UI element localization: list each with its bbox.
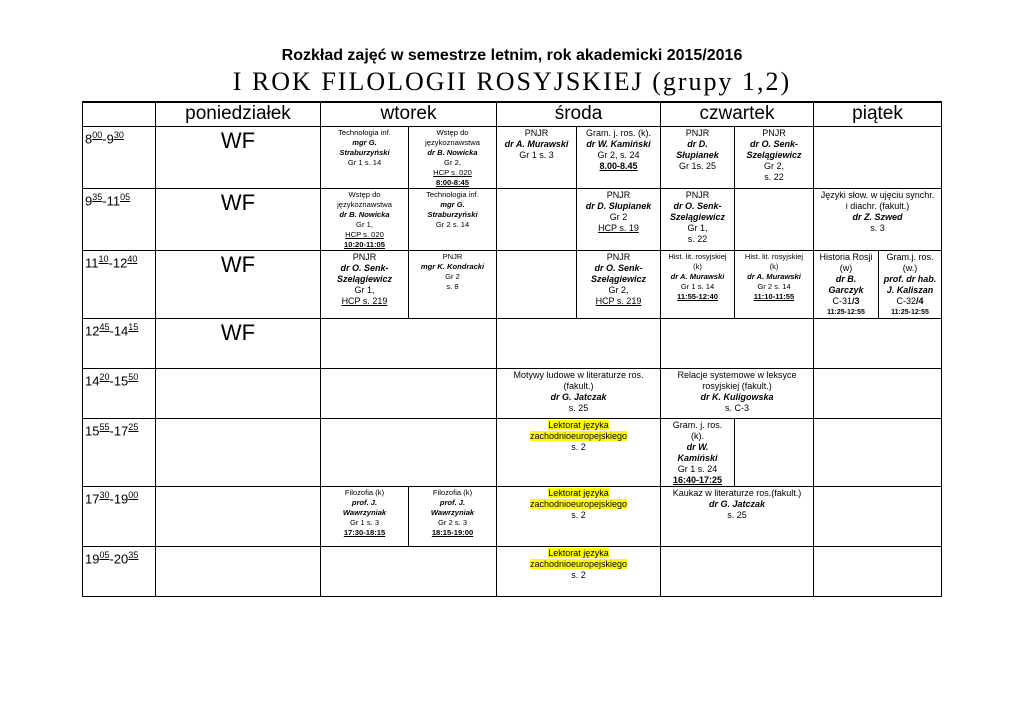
class-cell: PNJR dr O. Senk- Szelągiewicz Gr 1, s. 22 [661, 188, 735, 250]
empty-cell [814, 318, 942, 368]
time-slot: $11^{10}-12^{40}$ [83, 250, 156, 318]
class-cell: PNJR dr D. Słupianek Gr 1s. 25 [661, 126, 735, 188]
empty-cell [321, 546, 497, 596]
class-cell: Historia Rosji (w) dr B. Garczyk C-31/3 11:25-12:55 [814, 250, 879, 318]
empty-cell [814, 418, 942, 486]
empty-cell [814, 126, 942, 188]
page-title: I ROK FILOLOGII ROSYJSKIEJ (grupy 1,2) [232, 67, 792, 96]
time-row [83, 546, 942, 596]
time-slot: $8^{00}-9^{30}$ [83, 126, 156, 188]
page-subtitle: Rozkład zajęć w semestrze letnim, rok akademicki 2015/2016 [281, 47, 743, 64]
empty-cell [814, 546, 942, 596]
class-cell: Lektorat języka zachodnioeuropejskiego s. 2 [497, 546, 661, 596]
class-cell: Hist. lit. rosyjskiej (k) dr A. Murawski Gr 1 s. 14 11:55-12:40 [661, 250, 735, 318]
time-slot: $15^{55}-17^{25}$ [83, 418, 156, 486]
wf-class: WF [156, 126, 321, 188]
class-cell: Relacje systemowe w leksyce rosyjskiej (fakult.) dr K. Kuligowska s. C-3 [661, 368, 814, 418]
class-cell: Kaukaz w literaturze ros.(fakult.) dr G. Jatczak s. 25 [661, 486, 814, 546]
day-header-friday: piątek [814, 102, 942, 126]
empty-cell [814, 486, 942, 546]
class-cell: Lektorat języka zachodnioeuropejskiego s. 2 [497, 418, 661, 486]
empty-cell [497, 250, 577, 318]
class-cell: PNJR dr O. Senk- Szelągiewicz Gr 2, s. 22 [735, 126, 814, 188]
time-row [83, 318, 942, 368]
class-cell: PNJR dr A. Murawski Gr 1 s. 3 [497, 126, 577, 188]
day-header-wednesday: środa [497, 102, 661, 126]
time-row [83, 126, 942, 188]
class-cell: Lektorat języka zachodnioeuropejskiego s. 2 [497, 486, 661, 546]
day-header-thursday: czwartek [661, 102, 814, 126]
time-slot: $14^{20}-15^{50}$ [83, 368, 156, 418]
class-cell: Gram. j. ros. (k). dr W. Kamiński Gr 2, s. 24 8.00-8.45 [577, 126, 661, 188]
wf-class: WF [156, 188, 321, 250]
class-cell: Języki słow. w ujęciu synchr. i diachr. (fakult.) dr Z. Szwed s. 3 [814, 188, 942, 250]
class-cell: Filozofia (k) prof. J. Wawrzyniak Gr 1 s. 3 17:30-18:15 [321, 486, 409, 546]
time-row [83, 486, 942, 546]
class-cell: Hist. lit. rosyjskiej (k) dr A. Murawski Gr 2 s. 14 11:10-11:55 [735, 250, 814, 318]
empty-cell [661, 546, 814, 596]
empty-cell [497, 318, 661, 368]
empty-cell [321, 418, 497, 486]
header-row [83, 102, 942, 126]
time-slot: $12^{45}-14^{15}$ [83, 318, 156, 368]
class-cell: Wstęp do językoznawstwa dr B. Nowicka Gr 1, HCP s. 020 10:20-11:05 [321, 188, 409, 250]
class-cell: PNJR dr O. Senk- Szelągiewicz Gr 1, HCP s. 219 [321, 250, 409, 318]
day-header-monday: poniedziałek [156, 102, 321, 126]
time-slot: $19^{05}-20^{35}$ [83, 546, 156, 596]
class-cell: Technologia inf. mgr G. Straburzyński Gr 1 s. 14 [321, 126, 409, 188]
corner-cell [83, 102, 156, 126]
class-cell: Gram. j. ros. (k). dr W. Kamiński Gr 1 s. 24 16:40-17:25 [661, 418, 735, 486]
empty-cell [321, 368, 497, 418]
empty-cell [735, 418, 814, 486]
time-row [83, 418, 942, 486]
class-cell: Wstęp do językoznawstwa dr B. Nowicka Gr 2, HCP s. 020 8:00-8:45 [409, 126, 497, 188]
class-cell: Filozofia (k) prof. J. Wawrzyniak Gr 2 s. 3 18:15-19:00 [409, 486, 497, 546]
empty-cell [321, 318, 497, 368]
empty-cell [497, 188, 577, 250]
class-cell: PNJR dr D. Słupianek Gr 2 HCP s. 19 [577, 188, 661, 250]
time-row [83, 250, 942, 318]
empty-cell [814, 368, 942, 418]
time-row [83, 188, 942, 250]
schedule-table [82, 101, 942, 597]
empty-cell [156, 546, 321, 596]
day-header-tuesday: wtorek [321, 102, 497, 126]
class-cell: Motywy ludowe w literaturze ros. (fakult.) dr G. Jatczak s. 25 [497, 368, 661, 418]
wf-class: WF [156, 318, 321, 368]
empty-cell [156, 486, 321, 546]
time-slot: $9^{35}-11^{05}$ [83, 188, 156, 250]
empty-cell [156, 368, 321, 418]
empty-cell [735, 188, 814, 250]
class-cell: Technologia inf. mgr G. Straburzyński Gr 2 s. 14 [409, 188, 497, 250]
time-slot: $17^{30}-19^{00}$ [83, 486, 156, 546]
class-cell: PNJR dr O. Senk- Szelągiewicz Gr 2, HCP s. 219 [577, 250, 661, 318]
empty-cell [156, 418, 321, 486]
wf-class: WF [156, 250, 321, 318]
empty-cell [661, 318, 814, 368]
class-cell: Gram.j. ros. (w.) prof. dr hab. J. Kaliszan C-32/4 11:25-12:55 [879, 250, 942, 318]
class-cell: PNJR mgr K. Kondracki Gr 2 s. 8 [409, 250, 497, 318]
time-row [83, 368, 942, 418]
